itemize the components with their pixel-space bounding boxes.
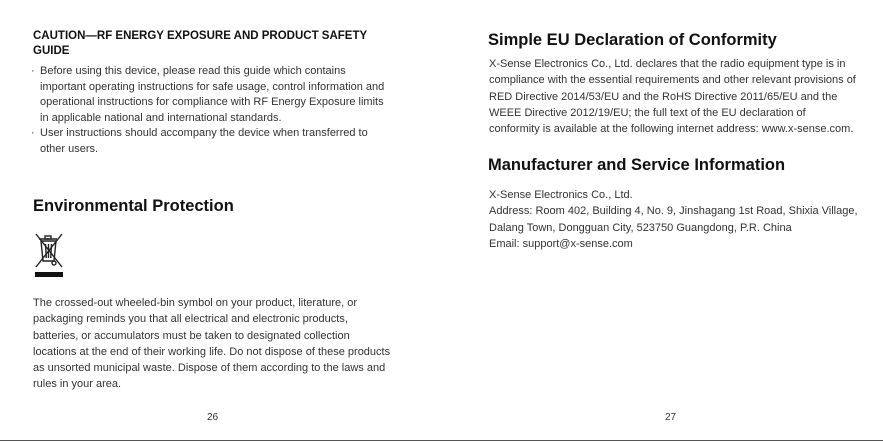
environmental-protection-heading: Environmental Protection — [33, 197, 234, 215]
eu-declaration-heading: Simple EU Declaration of Conformity — [488, 31, 777, 49]
environmental-protection-text: The crossed-out wheeled-bin symbol on your product, literature, or packaging reminds you that all electrical and electronic products, batteries, or accumulators must be taken to designated collection locations at the end of their working life. Do not dispose of these products as unsorted municipal waste. Dispose of them according to the laws and rules in your area. — [33, 297, 391, 391]
manufacturer-email: Email: support@x-sense.com — [489, 237, 633, 250]
manufacturer-info-heading: Manufacturer and Service Information — [488, 156, 786, 174]
caution-item: · Before using this device, please read this guide which contains important operating instructions for safe usage, control information and operational instructions for compliance with RF Energy Exposure limits in applicable national and international standards. — [31, 64, 391, 126]
left-page — [0, 0, 441, 440]
right-page — [441, 0, 883, 440]
bottom-divider — [0, 440, 883, 441]
eu-declaration-text: X-Sense Electronics Co., Ltd. declares that the radio equipment type is in compliance with the essential requirements and other relevant provisions of RED Directive 2014/53/EU and the RoHS Directive 2011/65/EU and the WEEE Directive 2012/19/EU; the full text of the EU declaration of conformity is available at the following internet address: www.x-sense.com. — [489, 58, 856, 136]
manufacturer-info — [489, 187, 859, 252]
page-number: 27 — [665, 412, 677, 423]
caution-title: CAUTION—RF ENERGY EXPOSURE AND PRODUCT SAFETY GUIDE — [33, 30, 367, 57]
caution-item: · User instructions should accompany the device when transferred to other users. — [31, 126, 391, 157]
manufacturer-address: Address: Room 402, Building 4, No. 9, Jinshagang 1st Road, Shixia Village, Dalang Town, Dongguan City, 523750 Guangdong, P.R. China — [489, 205, 858, 234]
manufacturer-company: X-Sense Electronics Co., Ltd. — [489, 189, 633, 201]
crossed-out-wheeled-bin-icon — [33, 231, 66, 279]
page-number: 26 — [207, 412, 219, 423]
caution-list — [31, 64, 391, 157]
